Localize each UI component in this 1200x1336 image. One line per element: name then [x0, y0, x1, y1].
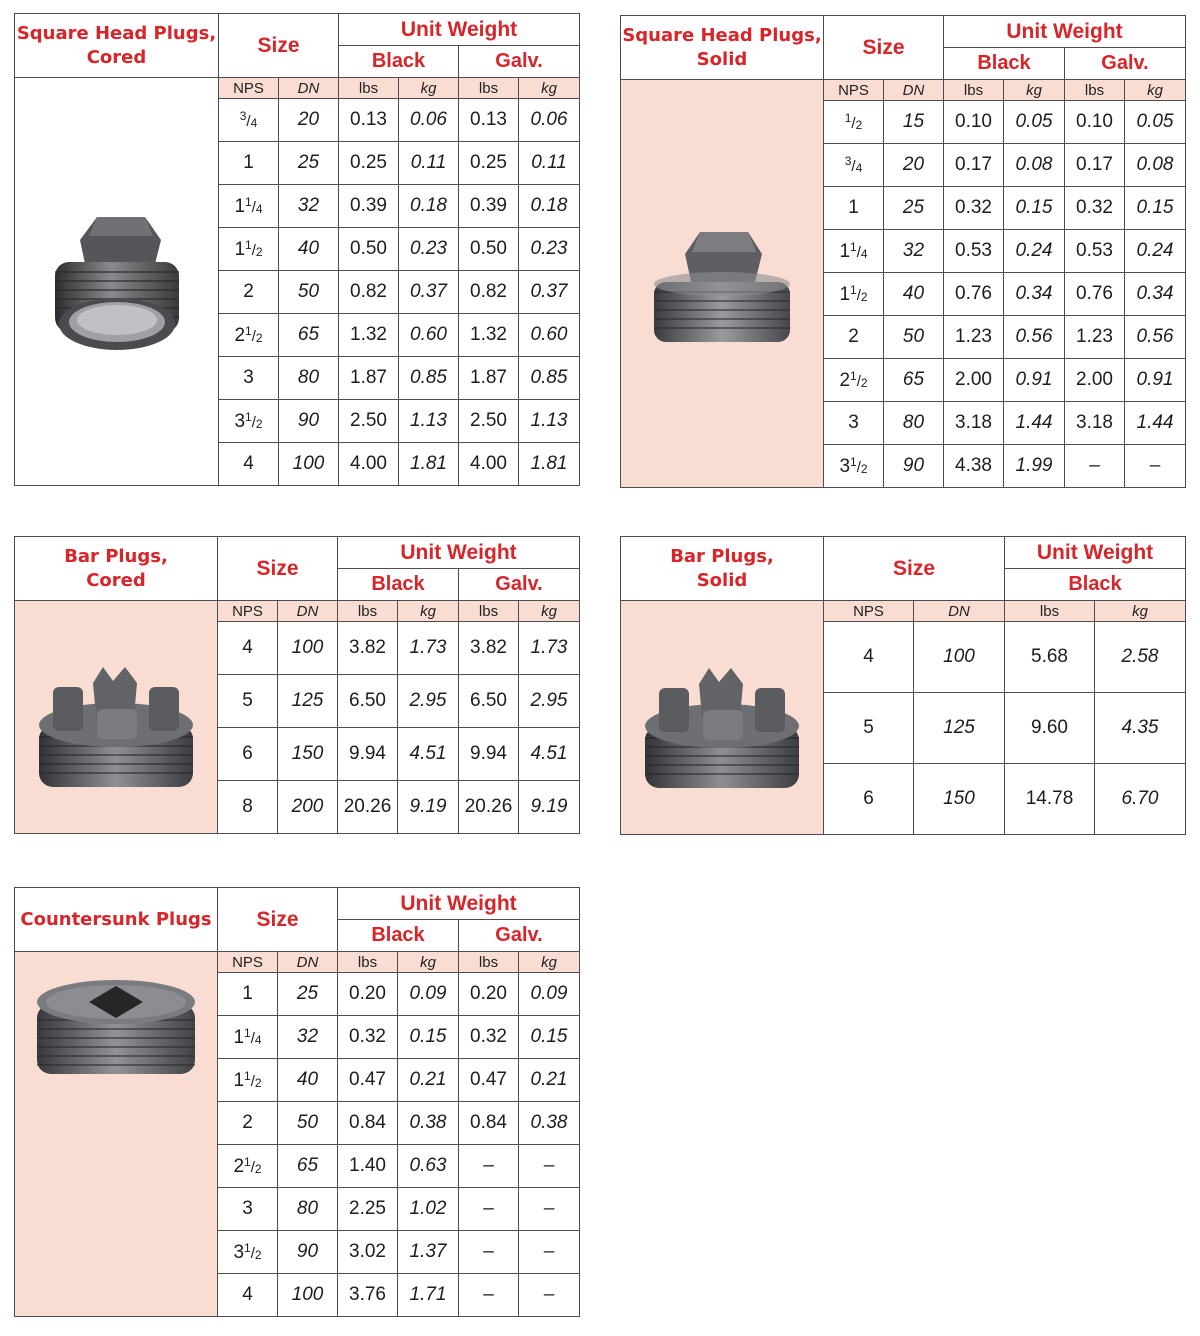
size-header: Size [218, 888, 338, 952]
dn-cell: 100 [278, 1274, 338, 1317]
black-lbs-cell: 3.82 [338, 622, 398, 675]
table-countersunk-plugs [14, 887, 579, 1317]
nps-cell: 1 [824, 187, 884, 230]
galv-kg-cell: 0.21 [519, 1059, 580, 1102]
dn-cell: 100 [279, 443, 339, 486]
nps-cell: $2^1/2$ [218, 1145, 278, 1188]
unit-weight-header: Unit Weight [338, 537, 580, 569]
lbs-header: lbs [338, 952, 398, 973]
nps-cell: $3^1/2$ [219, 400, 279, 443]
galv-lbs-cell: 0.53 [1065, 230, 1125, 273]
galv-lbs-cell: 0.47 [459, 1059, 519, 1102]
kg-header: kg [519, 952, 580, 973]
galv-kg-cell: 0.15 [1125, 187, 1186, 230]
galv-lbs-cell: 1.32 [459, 314, 519, 357]
black-lbs-cell: 1.87 [339, 357, 399, 400]
black-lbs-cell: 4.38 [944, 445, 1004, 488]
lbs-header: lbs [459, 601, 519, 622]
spec-table [620, 536, 1186, 835]
table-bar-plugs-solid [620, 536, 1185, 835]
galv-lbs-cell: 0.82 [459, 271, 519, 314]
black-lbs-cell: 4.00 [339, 443, 399, 486]
black-kg-cell: 1.02 [398, 1188, 459, 1231]
galv-lbs-cell: – [459, 1145, 519, 1188]
black-kg-cell: 1.71 [398, 1274, 459, 1317]
nps-cell: $1^1/2$ [218, 1059, 278, 1102]
table-title: Bar Plugs, Cored [15, 537, 218, 601]
dn-cell: 80 [884, 402, 944, 445]
galv-lbs-cell: 2.50 [459, 400, 519, 443]
lbs-header: lbs [459, 952, 519, 973]
black-lbs-cell: 1.32 [339, 314, 399, 357]
dn-cell: 32 [279, 185, 339, 228]
black-kg-cell: 0.05 [1004, 101, 1065, 144]
galv-kg-cell: 0.60 [519, 314, 580, 357]
table-title: Bar Plugs, Solid [621, 537, 824, 601]
dn-cell: 90 [279, 400, 339, 443]
dn-cell: 65 [884, 359, 944, 402]
nps-cell: 6 [824, 764, 914, 835]
black-lbs-cell: 3.02 [338, 1231, 398, 1274]
galv-kg-cell: 1.73 [519, 622, 580, 675]
galv-lbs-cell: 9.94 [459, 728, 519, 781]
countersunk-plug-icon [23, 970, 209, 1090]
galv-kg-cell: 1.44 [1125, 402, 1186, 445]
galv-kg-cell: 0.85 [519, 357, 580, 400]
lbs-header: lbs [339, 78, 399, 99]
black-lbs-cell: 0.25 [339, 142, 399, 185]
galv-kg-cell: – [519, 1188, 580, 1231]
galv-kg-cell: 0.56 [1125, 316, 1186, 359]
black-kg-cell: 0.24 [1004, 230, 1065, 273]
black-lbs-cell: 9.60 [1005, 693, 1095, 764]
dn-header: DN [914, 601, 1005, 622]
galv-lbs-cell: 0.13 [459, 99, 519, 142]
black-header: Black [1005, 569, 1186, 601]
black-lbs-cell: 0.50 [339, 228, 399, 271]
table-title: Square Head Plugs, Solid [621, 16, 824, 80]
dn-cell: 20 [279, 99, 339, 142]
black-lbs-cell: 0.17 [944, 144, 1004, 187]
dn-cell: 200 [278, 781, 338, 834]
nps-cell: $1^1/2$ [219, 228, 279, 271]
black-lbs-cell: 0.53 [944, 230, 1004, 273]
black-lbs-cell: 0.76 [944, 273, 1004, 316]
black-kg-cell: 1.13 [399, 400, 459, 443]
galv-kg-cell: – [519, 1145, 580, 1188]
galv-lbs-cell: 20.26 [459, 781, 519, 834]
galv-header: Galv. [459, 46, 580, 78]
spec-table [14, 887, 580, 1317]
galv-kg-cell: – [519, 1274, 580, 1317]
black-lbs-cell: 0.10 [944, 101, 1004, 144]
dn-cell: 25 [884, 187, 944, 230]
galv-lbs-cell: – [459, 1231, 519, 1274]
galv-kg-cell: 4.51 [519, 728, 580, 781]
black-kg-cell: 2.95 [398, 675, 459, 728]
galv-kg-cell: 0.15 [519, 1016, 580, 1059]
black-lbs-cell: 2.50 [339, 400, 399, 443]
nps-header: NPS [218, 601, 278, 622]
size-header: Size [824, 16, 944, 80]
galv-lbs-cell: 1.23 [1065, 316, 1125, 359]
dn-cell: 50 [884, 316, 944, 359]
lbs-header: lbs [338, 601, 398, 622]
nps-cell: 1 [219, 142, 279, 185]
black-header: Black [338, 569, 459, 601]
black-lbs-cell: 3.18 [944, 402, 1004, 445]
black-kg-cell: 0.56 [1004, 316, 1065, 359]
nps-cell: 5 [824, 693, 914, 764]
nps-cell: 3 [824, 402, 884, 445]
nps-cell: $^3$/4 [824, 144, 884, 187]
table-bar-plugs-cored [14, 536, 579, 834]
size-header: Size [824, 537, 1005, 601]
galv-lbs-cell: 3.18 [1065, 402, 1125, 445]
dn-cell: 15 [884, 101, 944, 144]
dn-cell: 32 [884, 230, 944, 273]
product-image [15, 78, 219, 486]
black-kg-cell: 0.08 [1004, 144, 1065, 187]
dn-cell: 32 [278, 1016, 338, 1059]
dn-cell: 80 [278, 1188, 338, 1231]
galv-kg-cell: 2.95 [519, 675, 580, 728]
nps-cell: $3^1/2$ [218, 1231, 278, 1274]
nps-cell: 6 [218, 728, 278, 781]
nps-cell: 2 [824, 316, 884, 359]
black-lbs-cell: 9.94 [338, 728, 398, 781]
kg-header: kg [519, 601, 580, 622]
galv-kg-cell: 0.23 [519, 228, 580, 271]
nps-cell: $2^1/2$ [824, 359, 884, 402]
black-kg-cell: 1.81 [399, 443, 459, 486]
galv-lbs-cell: – [459, 1188, 519, 1231]
dn-cell: 25 [279, 142, 339, 185]
black-lbs-cell: 3.76 [338, 1274, 398, 1317]
spec-table [620, 15, 1186, 488]
dn-cell: 150 [914, 764, 1005, 835]
galv-kg-cell: 0.08 [1125, 144, 1186, 187]
nps-cell: 3 [218, 1188, 278, 1231]
kg-header: kg [398, 601, 459, 622]
spec-table [14, 13, 580, 486]
black-lbs-cell: 0.47 [338, 1059, 398, 1102]
galv-lbs-cell: 0.32 [459, 1016, 519, 1059]
galv-lbs-cell: 3.82 [459, 622, 519, 675]
black-kg-cell: 0.15 [398, 1016, 459, 1059]
galv-lbs-cell: 0.50 [459, 228, 519, 271]
galv-kg-cell: 9.19 [519, 781, 580, 834]
dn-cell: 100 [278, 622, 338, 675]
galv-kg-cell: 0.18 [519, 185, 580, 228]
galv-lbs-cell: 4.00 [459, 443, 519, 486]
dn-cell: 50 [278, 1102, 338, 1145]
black-lbs-cell: 5.68 [1005, 622, 1095, 693]
galv-kg-cell: – [519, 1231, 580, 1274]
galv-lbs-cell: 0.84 [459, 1102, 519, 1145]
galv-lbs-cell: – [459, 1274, 519, 1317]
black-kg-cell: 2.58 [1095, 622, 1186, 693]
dn-header: DN [279, 78, 339, 99]
dn-cell: 50 [279, 271, 339, 314]
black-header: Black [944, 48, 1065, 80]
galv-header: Galv. [1065, 48, 1186, 80]
unit-weight-header: Unit Weight [1005, 537, 1186, 569]
black-kg-cell: 0.37 [399, 271, 459, 314]
unit-weight-header: Unit Weight [944, 16, 1186, 48]
product-image [621, 80, 824, 488]
black-header: Black [339, 46, 459, 78]
dn-cell: 40 [884, 273, 944, 316]
black-kg-cell: 0.34 [1004, 273, 1065, 316]
galv-lbs-cell: 0.20 [459, 973, 519, 1016]
black-kg-cell: 4.35 [1095, 693, 1186, 764]
nps-cell: 4 [824, 622, 914, 693]
black-kg-cell: 0.91 [1004, 359, 1065, 402]
lbs-header: lbs [459, 78, 519, 99]
nps-cell: $2^1/2$ [219, 314, 279, 357]
unit-weight-header: Unit Weight [338, 888, 580, 920]
black-kg-cell: 0.21 [398, 1059, 459, 1102]
size-header: Size [218, 537, 338, 601]
black-kg-cell: 0.38 [398, 1102, 459, 1145]
black-kg-cell: 0.85 [399, 357, 459, 400]
nps-header: NPS [824, 601, 914, 622]
nps-cell: 8 [218, 781, 278, 834]
nps-cell: 3 [219, 357, 279, 400]
black-kg-cell: 0.09 [398, 973, 459, 1016]
black-kg-cell: 1.44 [1004, 402, 1065, 445]
nps-cell: 2 [218, 1102, 278, 1145]
dn-cell: 90 [278, 1231, 338, 1274]
dn-cell: 25 [278, 973, 338, 1016]
kg-header: kg [1125, 80, 1186, 101]
kg-header: kg [398, 952, 459, 973]
lbs-header: lbs [944, 80, 1004, 101]
galv-lbs-cell: 2.00 [1065, 359, 1125, 402]
galv-kg-cell: 0.37 [519, 271, 580, 314]
galv-lbs-cell: 6.50 [459, 675, 519, 728]
nps-cell: $3^1/2$ [824, 445, 884, 488]
galv-kg-cell: 0.24 [1125, 230, 1186, 273]
bar-plug-solid-icon [627, 638, 817, 798]
dn-cell: 80 [279, 357, 339, 400]
table-square-head-plugs-solid [620, 15, 1185, 488]
dn-cell: 125 [914, 693, 1005, 764]
lbs-header: lbs [1005, 601, 1095, 622]
galv-kg-cell: 0.09 [519, 973, 580, 1016]
black-lbs-cell: 20.26 [338, 781, 398, 834]
kg-header: kg [519, 78, 580, 99]
galv-kg-cell: 0.38 [519, 1102, 580, 1145]
nps-cell: 4 [218, 622, 278, 675]
galv-kg-cell: 0.91 [1125, 359, 1186, 402]
table-title: Square Head Plugs, Cored [15, 14, 219, 78]
dn-cell: 100 [914, 622, 1005, 693]
black-lbs-cell: 0.84 [338, 1102, 398, 1145]
black-lbs-cell: 0.13 [339, 99, 399, 142]
nps-cell: 2 [219, 271, 279, 314]
dn-cell: 65 [278, 1145, 338, 1188]
black-lbs-cell: 0.32 [338, 1016, 398, 1059]
black-lbs-cell: 14.78 [1005, 764, 1095, 835]
product-image [15, 952, 218, 1317]
black-kg-cell: 1.73 [398, 622, 459, 675]
galv-lbs-cell: 0.25 [459, 142, 519, 185]
size-header: Size [219, 14, 339, 78]
square-head-plug-cored-icon [25, 202, 209, 362]
black-kg-cell: 0.63 [398, 1145, 459, 1188]
dn-cell: 125 [278, 675, 338, 728]
nps-cell: $1^1/2$ [824, 273, 884, 316]
bar-plug-cored-icon [21, 637, 211, 797]
galv-lbs-cell: 0.17 [1065, 144, 1125, 187]
galv-lbs-cell: 0.32 [1065, 187, 1125, 230]
spec-table [14, 536, 580, 834]
kg-header: kg [399, 78, 459, 99]
black-kg-cell: 9.19 [398, 781, 459, 834]
nps-cell: $1^1/4$ [219, 185, 279, 228]
black-kg-cell: 6.70 [1095, 764, 1186, 835]
product-image [621, 601, 824, 835]
dn-header: DN [884, 80, 944, 101]
nps-cell: $1^1/4$ [218, 1016, 278, 1059]
black-kg-cell: 0.18 [399, 185, 459, 228]
galv-lbs-cell: – [1065, 445, 1125, 488]
galv-kg-cell: 1.13 [519, 400, 580, 443]
kg-header: kg [1004, 80, 1065, 101]
galv-kg-cell: 0.34 [1125, 273, 1186, 316]
black-header: Black [338, 920, 459, 952]
dn-cell: 40 [279, 228, 339, 271]
dn-cell: 65 [279, 314, 339, 357]
nps-cell: $1^1/4$ [824, 230, 884, 273]
product-image [15, 601, 218, 834]
dn-header: DN [278, 952, 338, 973]
black-lbs-cell: 1.23 [944, 316, 1004, 359]
nps-cell: $^3$/4 [219, 99, 279, 142]
black-lbs-cell: 2.00 [944, 359, 1004, 402]
black-lbs-cell: 0.20 [338, 973, 398, 1016]
black-kg-cell: 0.15 [1004, 187, 1065, 230]
galv-kg-cell: – [1125, 445, 1186, 488]
lbs-header: lbs [1065, 80, 1125, 101]
black-lbs-cell: 6.50 [338, 675, 398, 728]
dn-cell: 20 [884, 144, 944, 187]
black-lbs-cell: 0.32 [944, 187, 1004, 230]
black-kg-cell: 4.51 [398, 728, 459, 781]
black-kg-cell: 1.99 [1004, 445, 1065, 488]
galv-lbs-cell: 1.87 [459, 357, 519, 400]
nps-cell: $^1$/2 [824, 101, 884, 144]
dn-cell: 90 [884, 445, 944, 488]
black-lbs-cell: 0.39 [339, 185, 399, 228]
dn-header: DN [278, 601, 338, 622]
black-kg-cell: 0.06 [399, 99, 459, 142]
table-square-head-plugs-cored [14, 13, 579, 486]
nps-header: NPS [219, 78, 279, 99]
nps-cell: 1 [218, 973, 278, 1016]
nps-cell: 5 [218, 675, 278, 728]
nps-header: NPS [218, 952, 278, 973]
table-title: Countersunk Plugs [15, 888, 218, 952]
black-kg-cell: 0.60 [399, 314, 459, 357]
square-head-plug-solid-icon [630, 204, 814, 364]
black-kg-cell: 0.23 [399, 228, 459, 271]
black-kg-cell: 1.37 [398, 1231, 459, 1274]
nps-cell: 4 [218, 1274, 278, 1317]
black-lbs-cell: 1.40 [338, 1145, 398, 1188]
black-lbs-cell: 0.82 [339, 271, 399, 314]
galv-header: Galv. [459, 569, 580, 601]
dn-cell: 40 [278, 1059, 338, 1102]
galv-kg-cell: 0.11 [519, 142, 580, 185]
nps-header: NPS [824, 80, 884, 101]
black-kg-cell: 0.11 [399, 142, 459, 185]
dn-cell: 150 [278, 728, 338, 781]
galv-lbs-cell: 0.10 [1065, 101, 1125, 144]
galv-lbs-cell: 0.76 [1065, 273, 1125, 316]
galv-kg-cell: 1.81 [519, 443, 580, 486]
unit-weight-header: Unit Weight [339, 14, 580, 46]
black-lbs-cell: 2.25 [338, 1188, 398, 1231]
kg-header: kg [1095, 601, 1186, 622]
galv-kg-cell: 0.05 [1125, 101, 1186, 144]
nps-cell: 4 [219, 443, 279, 486]
galv-lbs-cell: 0.39 [459, 185, 519, 228]
galv-kg-cell: 0.06 [519, 99, 580, 142]
galv-header: Galv. [459, 920, 580, 952]
